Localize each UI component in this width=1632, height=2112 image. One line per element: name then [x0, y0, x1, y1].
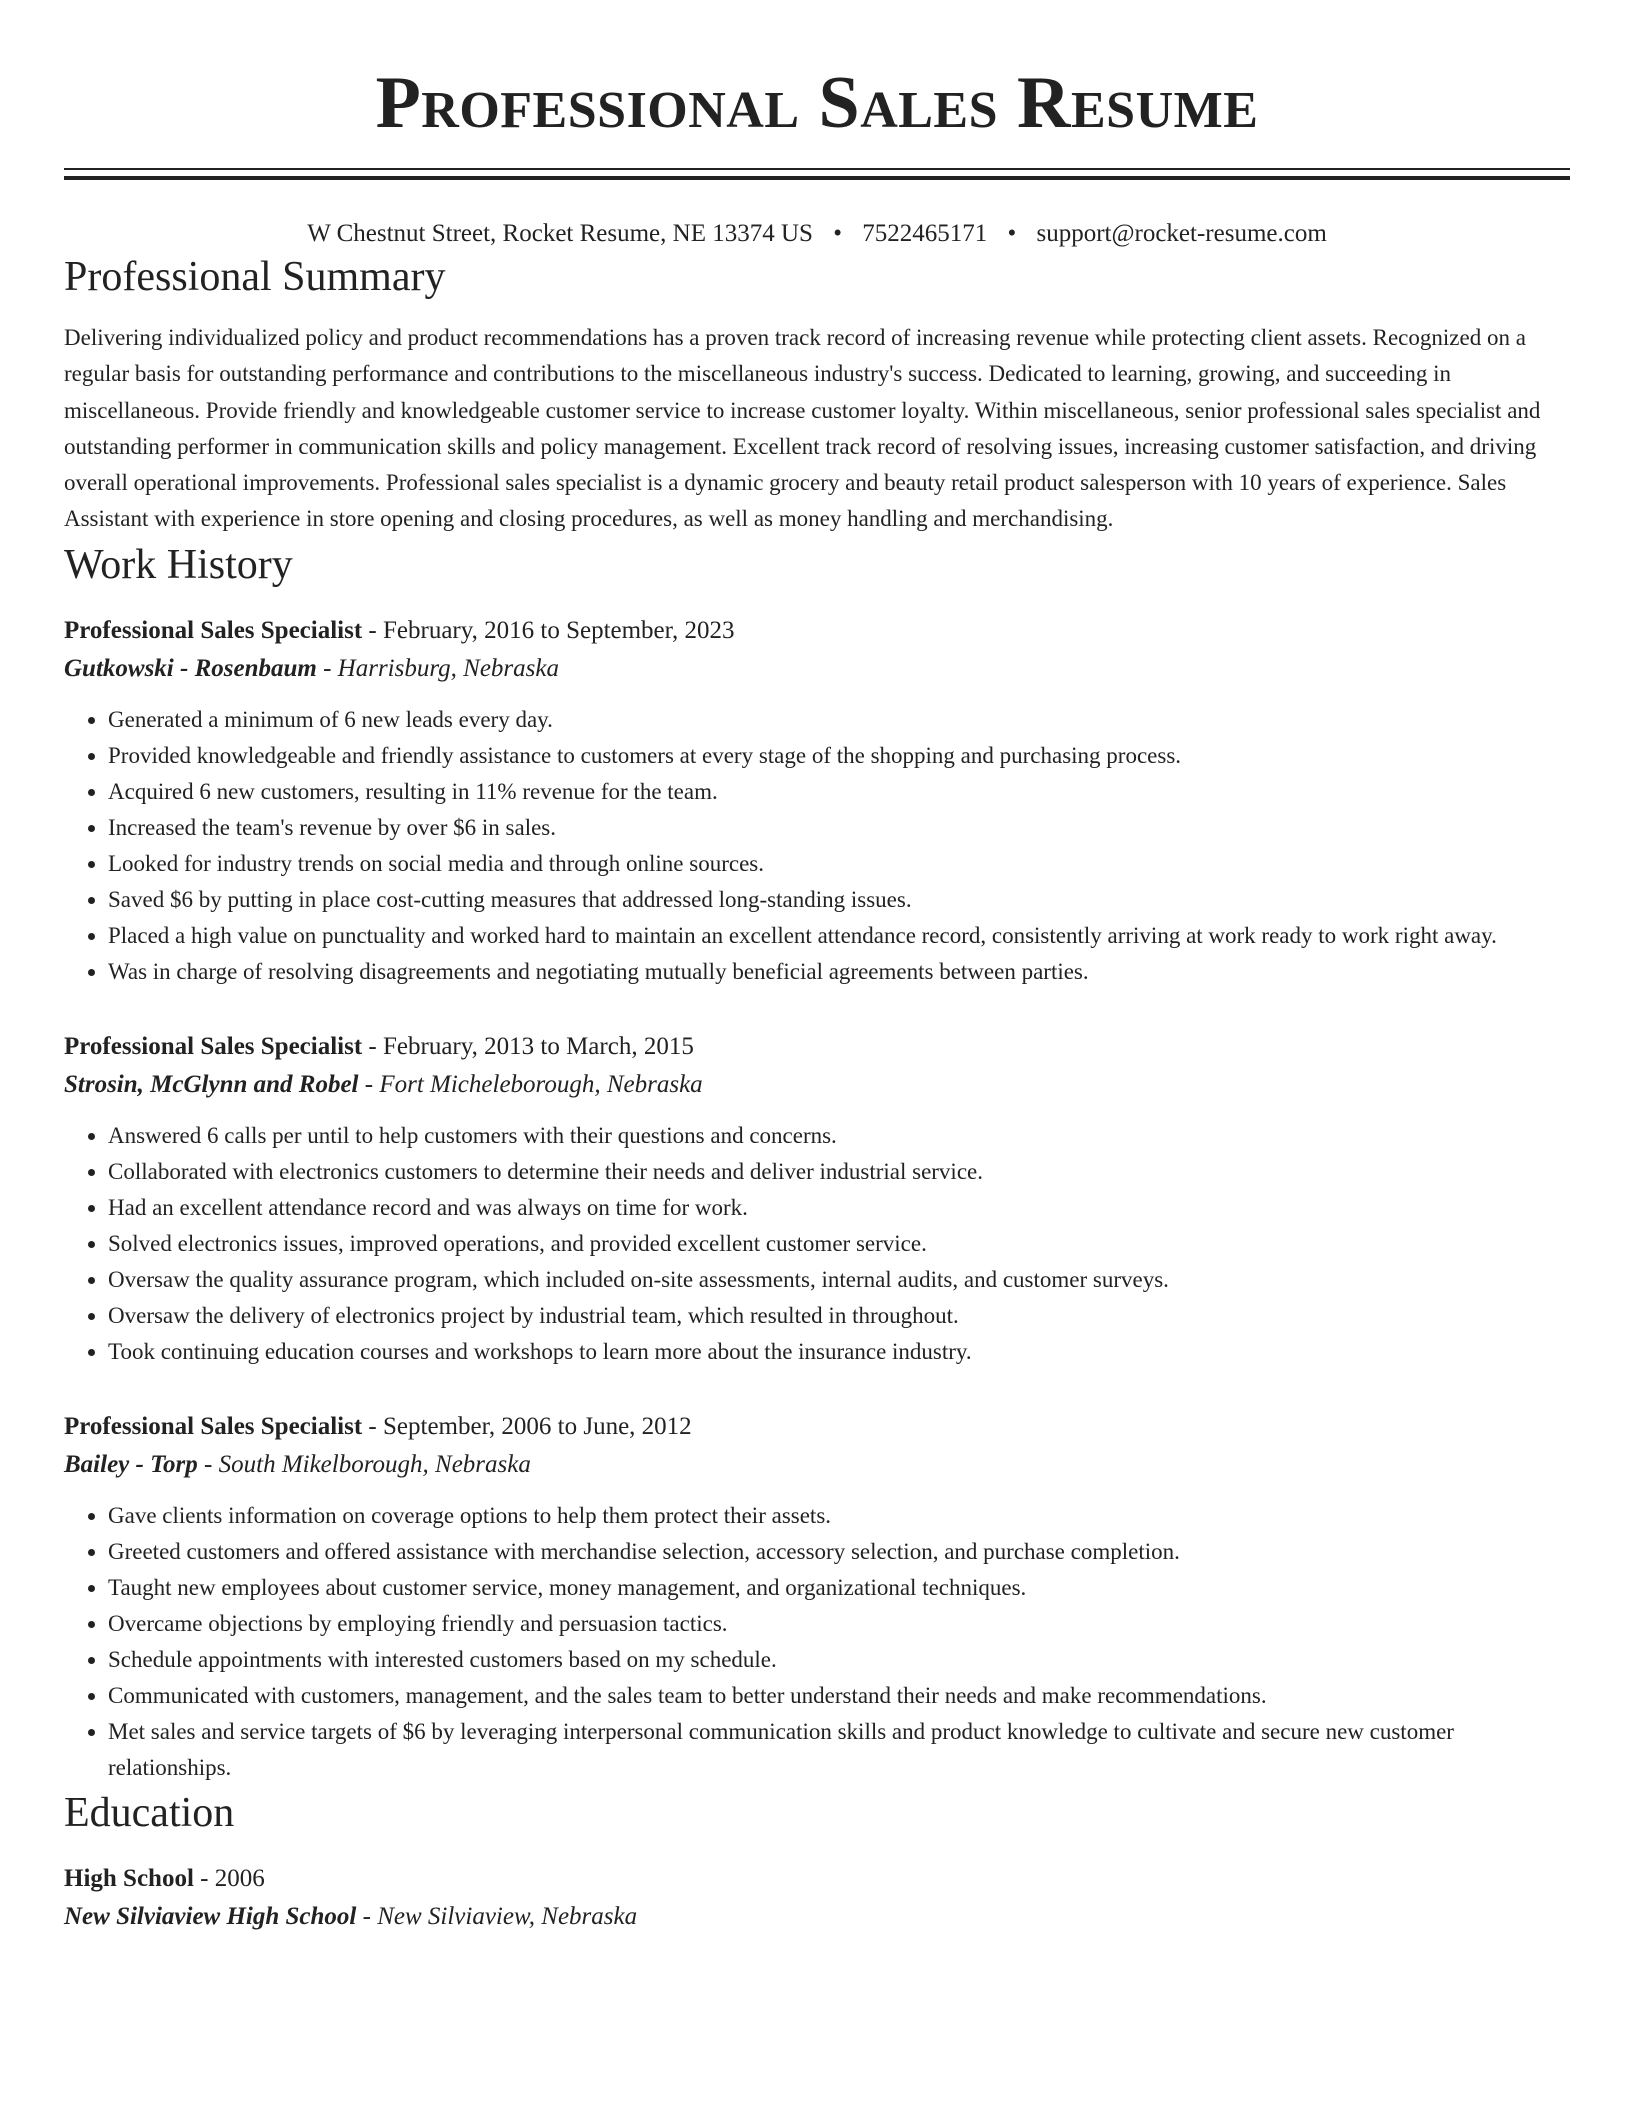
employer-name: Bailey - Torp: [64, 1450, 198, 1478]
education-heading: Education: [64, 1789, 235, 1836]
duty-item: • Saved $6 by putting in place cost-cutting measures that addressed long-standing issues.: [108, 882, 1570, 918]
resume-page: [64, 0, 1570, 1936]
duty-item: • Met sales and service targets of $6 by leveraging interpersonal communication skills and product knowledge to cultivate and secure new customer relationships.: [108, 1714, 1570, 1786]
work-history-heading: Work History: [64, 541, 293, 588]
job-title: Professional Sales Specialist: [64, 1412, 363, 1440]
duty-item: • Acquired 6 new customers, resulting in 11% revenue for the team.: [108, 774, 1570, 810]
job-title-line: [64, 612, 1570, 650]
duty-item: • Placed a high value on punctuality and worked hard to maintain an excellent attendance record, consistently arriving at work ready to work right away.: [108, 918, 1570, 954]
job-entry: [64, 1028, 1570, 1370]
job-dates: - September, 2006 to June, 2012: [362, 1412, 692, 1440]
duty-item: • Solved electronics issues, improved operations, and provided excellent customer service.: [108, 1226, 1570, 1262]
employer-name: Gutkowski - Rosenbaum: [64, 654, 317, 682]
graduation-year: - 2006: [193, 1864, 265, 1892]
employer-location: - Harrisburg, Nebraska: [316, 654, 559, 682]
contact-phone: 7522465171: [862, 220, 988, 247]
duty-item: • Answered 6 calls per until to help customers with their questions and concerns.: [108, 1118, 1570, 1154]
education-entry: [64, 1860, 1570, 1936]
job-title-line: [64, 1408, 1570, 1446]
contact-address: W Chestnut Street, Rocket Resume, NE 13374 US: [307, 220, 813, 247]
duty-item: • Generated a minimum of 6 new leads every day.: [108, 702, 1570, 738]
duty-item: • Overcame objections by employing friendly and persuasion tactics.: [108, 1606, 1570, 1642]
contact-separator: •: [833, 220, 842, 247]
divider-thick-line: [64, 176, 1570, 180]
duty-item: • Communicated with customers, management, and the sales team to better understand their needs and make recommendations.: [108, 1678, 1570, 1714]
school-location: - New Silviaview, Nebraska: [356, 1902, 638, 1930]
job-title-line: [64, 1028, 1570, 1066]
duty-item: • Had an excellent attendance record and was always on time for work.: [108, 1190, 1570, 1226]
employer-line: [64, 650, 1570, 688]
duty-item: • Greeted customers and offered assistance with merchandise selection, accessory selection, and purchase completion.: [108, 1534, 1570, 1570]
school-name: New Silviaview High School: [64, 1902, 357, 1930]
duty-item: • Oversaw the delivery of electronics project by industrial team, which resulted in throughout.: [108, 1298, 1570, 1334]
duty-item: • Was in charge of resolving disagreements and negotiating mutually beneficial agreements between parties.: [108, 954, 1570, 990]
title-divider: [64, 168, 1570, 180]
contact-info: [64, 218, 1570, 250]
duty-item: • Increased the team's revenue by over $6 in sales.: [108, 810, 1570, 846]
degree: High School: [64, 1864, 194, 1892]
school-line: [64, 1898, 1570, 1936]
summary-heading: Professional Summary: [64, 254, 446, 300]
degree-line: [64, 1860, 1570, 1898]
duty-item: • Taught new employees about customer service, money management, and organizational techniques.: [108, 1570, 1570, 1606]
summary-text: Delivering individualized policy and product recommendations has a proven track record of increasing revenue while protecting client assets. Recognized on a regular basis for outstanding performance and contributions to the miscellaneous industry's success. Dedicated to learning, growing, and succeeding in miscellaneous. Provide friendly and knowledgeable customer service to increase customer loyalty. Within miscellaneous, senior professional sales specialist and outstanding performer in communication skills and policy management. Excellent track record of resolving issues, increasing customer satisfaction, and driving overall operational improvements. Professional sales specialist is a dynamic grocery and beauty retail product salesperson with 10 years of experience. Sales Assistant with experience in store opening and closing procedures, as well as money handling and merchandising.: [64, 325, 1541, 532]
employer-location: - South Mikelborough, Nebraska: [197, 1450, 531, 1478]
job-title: Professional Sales Specialist: [64, 616, 363, 644]
duty-item: • Gave clients information on coverage options to help them protect their assets.: [108, 1498, 1570, 1534]
duty-item: • Oversaw the quality assurance program, which included on-site assessments, internal audits, and customer surveys.: [108, 1262, 1570, 1298]
job-entry: [64, 1408, 1570, 1786]
job-dates: - February, 2013 to March, 2015: [362, 1032, 694, 1060]
duty-item: • Schedule appointments with interested customers based on my schedule.: [108, 1642, 1570, 1678]
duty-item: • Collaborated with electronics customers to determine their needs and deliver industrial service.: [108, 1154, 1570, 1190]
duties-list: [64, 702, 1570, 990]
employer-name: Strosin, McGlynn and Robel: [64, 1070, 359, 1098]
contact-email: support@rocket-resume.com: [1036, 220, 1327, 247]
job-title: Professional Sales Specialist: [64, 1032, 363, 1060]
employer-line: [64, 1066, 1570, 1104]
duty-item: • Took continuing education courses and workshops to learn more about the insurance industry.: [108, 1334, 1570, 1370]
job-entry: [64, 612, 1570, 990]
duty-item: • Looked for industry trends on social media and through online sources.: [108, 846, 1570, 882]
duty-item: • Provided knowledgeable and friendly assistance to customers at every stage of the shopping and purchasing process.: [108, 738, 1570, 774]
employer-line: [64, 1446, 1570, 1484]
contact-separator: •: [1007, 220, 1017, 247]
resume-title: Professional Sales Resume: [375, 62, 1259, 144]
divider-thin-line: [64, 168, 1570, 170]
duties-list: [64, 1498, 1570, 1786]
duties-list: [64, 1118, 1570, 1370]
job-dates: - February, 2016 to September, 2023: [362, 616, 735, 644]
employer-location: - Fort Micheleborough, Nebraska: [358, 1070, 703, 1098]
